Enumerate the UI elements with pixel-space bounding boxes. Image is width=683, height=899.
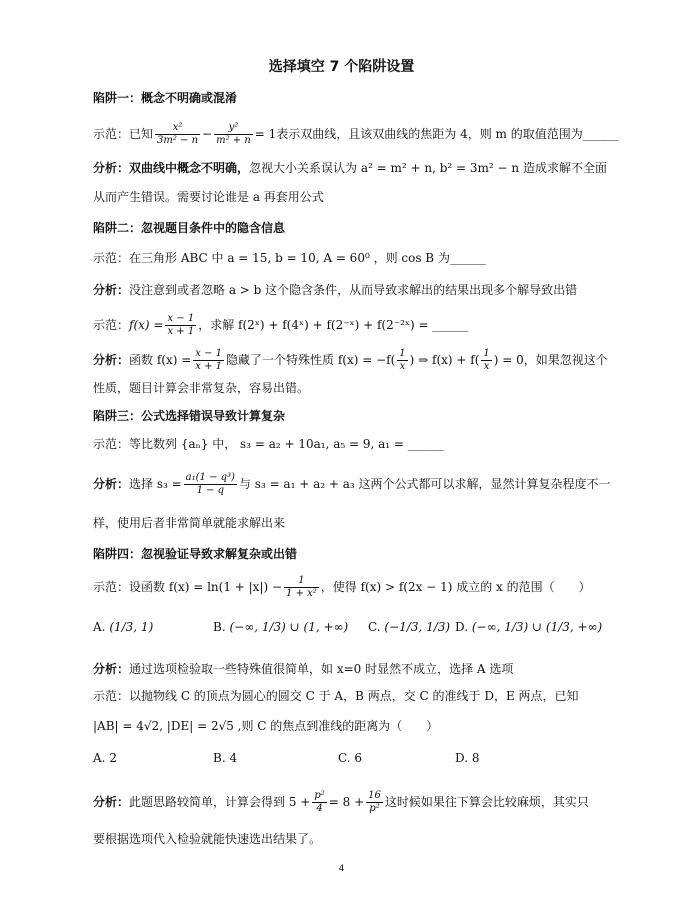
sec1-example: [93, 122, 619, 147]
sec2-analysis-1-label: 分析：: [93, 283, 130, 297]
sec2-analysis-2-frac2-den: x: [399, 361, 406, 372]
sec2-example-2-den: x + 1: [167, 326, 195, 337]
sec4-analysis-1-label: 分析：: [93, 662, 130, 676]
sec3-analysis-line2: 样，使用后者非常简单就能求解出来: [93, 516, 286, 530]
option-label: B.: [213, 620, 226, 634]
option-label: C.: [368, 620, 381, 634]
sec4-example-2-line1: 示范：以抛物线 C 的顶点为圆心的圆交 C 于 A，B 两点，交 C 的准线于 D，E 两点，已知: [93, 689, 579, 703]
sec2-example-2-lead: 示范：: [93, 318, 130, 332]
sec4-analysis-2-mid: = 8 +: [328, 795, 365, 809]
sec1-frac2-den: m² + n: [216, 135, 251, 146]
option-label: B.: [213, 751, 226, 765]
sec3-analysis-tail: 与 s₃ = a₁ + a₂ + a₃ 这两个公式都可以求解，显然计算复杂程度不一: [238, 477, 611, 491]
sec2-example-2-num: x − 1: [167, 313, 195, 324]
sec1-frac2-num: y²: [214, 122, 253, 135]
sec2-analysis-1: [93, 282, 577, 298]
sec2-example-2-f: f(x) =: [129, 318, 164, 332]
sec1-analysis: [93, 160, 607, 176]
sec2-example-2: [93, 313, 468, 338]
option-text: 4: [229, 751, 238, 765]
sec2-example-2-tail: ，求解 f(2ˣ) + f(4ˣ) + f(2⁻ˣ) + f(2⁻²ˣ) = ______: [198, 318, 469, 332]
sec4-analysis-2-frac2: [366, 790, 383, 815]
sec3-analysis-lead: 选择 s₃ =: [129, 477, 182, 491]
sec4-example-1-tail: ，使得 f(x) > f(2x − 1) 成立的 x 的范围（ ）: [320, 580, 591, 594]
sec1-analysis-label: 分析：: [93, 161, 130, 175]
sec1-frac2: [214, 122, 253, 147]
sec2-analysis-2-lead: 函数 f(x) =: [129, 353, 192, 367]
option-b-1: [213, 620, 348, 634]
option-label: C.: [338, 751, 351, 765]
option-label: D.: [455, 620, 469, 634]
sec2-analysis-1-text: 没注意到或者忽略 a > b 这个隐含条件，从而导致求解出的结果出现多个解导致出错: [129, 283, 578, 297]
option-text: (−1/3, 1/3): [384, 620, 451, 634]
option-a-1: [93, 620, 153, 634]
sec3-analysis-frac: [184, 472, 237, 497]
page-number: 4: [338, 864, 345, 874]
sec1-example-tail: 表示双曲线，且该双曲线的焦距为 4，则 m 的取值范围为______: [276, 127, 619, 141]
section-heading-2: 陷阱二：忽视题目条件中的隐含信息: [93, 221, 286, 235]
sec3-example: 示范：等比数列 {aₙ} 中， s₃ = a₂ + 10a₁, a₅ = 9, a₁ = ______: [93, 437, 444, 451]
option-label: D.: [455, 751, 469, 765]
sec2-analysis-2-frac3: [481, 348, 491, 373]
sec2-analysis-2-frac2: [397, 348, 407, 373]
sec4-analysis-2-label: 分析：: [93, 795, 130, 809]
sec4-analysis-2-tail: 这时候如果往下算会比较麻烦，其实只: [384, 795, 589, 809]
option-label: A.: [93, 751, 106, 765]
sec1-analysis-text: 忽视大小关系误认为 a² = m² + n, b² = 3m² − n 造成求解不全面: [249, 161, 607, 175]
option-b-2: [213, 751, 237, 765]
option-text: 2: [109, 751, 117, 765]
option-d-2: [455, 751, 479, 765]
option-c-1: [368, 620, 450, 634]
sec3-analysis: [93, 472, 611, 497]
section-heading-3: 陷阱三：公式选择错误导致计算复杂: [93, 409, 286, 423]
sec2-analysis-2-den: x + 1: [195, 361, 223, 372]
sec2-analysis-2: [93, 348, 608, 373]
option-text: (−∞, 1/3) ∪ (1, +∞): [229, 620, 349, 634]
sec1-frac1-den: 3m² − n: [157, 135, 199, 146]
sec4-analysis-2-den1: 4: [316, 803, 323, 814]
sec2-analysis-2-mid: 隐藏了一个特殊性质 f(x) = −f(: [226, 353, 396, 367]
sec4-analysis-1-text: 通过选项检验取一些特殊值很简单，如 x=0 时显然不成立，选择 A 选项: [129, 662, 514, 676]
section-heading-4: 陷阱四：忽视验证导致求解复杂或出错: [93, 547, 298, 561]
sec2-analysis-2-frac: [193, 348, 224, 373]
sec2-analysis-2-num: x − 1: [195, 348, 223, 359]
option-c-2: [338, 751, 362, 765]
option-text: 8: [471, 751, 480, 765]
sec2-analysis-2-mid3: ) = 0，如果忽视这个: [493, 353, 608, 367]
sec4-example-1-den: 1 + x²: [286, 588, 317, 599]
sec2-analysis-2-line2: 性质，题目计算会非常复杂，容易出错。: [93, 381, 310, 395]
sec4-analysis-2: [93, 790, 589, 815]
option-d-1: [455, 620, 602, 634]
sec1-frac1: [155, 122, 200, 147]
sec1-minus: −: [202, 127, 213, 141]
sec3-analysis-num: a₁(1 − q³): [185, 472, 235, 483]
sec2-analysis-2-frac2-num: 1: [399, 348, 406, 359]
sec1-analysis-line2: 从而产生错误。需要讨论谁是 a 再套用公式: [93, 190, 324, 204]
sec1-example-lead: 示范：已知: [93, 127, 154, 141]
sec2-analysis-2-mid2: ) ⇒ f(x) + f(: [409, 353, 480, 367]
sec2-analysis-2-label: 分析：: [93, 353, 130, 367]
sec4-analysis-1: [93, 661, 513, 677]
sec4-example-2-line2: |AB| = 4√2, |DE| = 2√5 ,则 C 的焦点到准线的距离为（ ）: [93, 719, 439, 733]
page-title: 选择填空 7 个陷阱设置: [268, 59, 415, 75]
sec4-example-1: [93, 575, 591, 600]
option-a-2: [93, 751, 117, 765]
sec4-analysis-2-num2: 16: [368, 790, 381, 801]
sec4-analysis-2-den2: p²: [369, 803, 380, 814]
sec2-analysis-2-frac3-den: x: [483, 361, 490, 372]
sec2-analysis-2-frac3-num: 1: [483, 348, 490, 359]
sec4-analysis-2-lead: 此题思路较简单，计算会得到 5 +: [129, 795, 311, 809]
sec1-eq: = 1: [254, 127, 277, 141]
option-text: (1/3, 1): [109, 620, 154, 634]
option-text: 6: [354, 751, 363, 765]
sec4-analysis-2-num1: p²: [314, 790, 325, 801]
sec4-analysis-2-line2: 要根据选项代入检验就能快速选出结果了。: [93, 832, 322, 846]
sec4-analysis-2-frac1: [312, 790, 326, 815]
sec1-frac1-num: x²: [155, 122, 200, 135]
option-label: A.: [93, 620, 106, 634]
section-heading-1: 陷阱一：概念不明确或混淆: [93, 91, 238, 105]
sec1-analysis-bold: 双曲线中概念不明确，: [129, 161, 250, 175]
sec3-analysis-label: 分析：: [93, 477, 130, 491]
sec2-example-1: 示范：在三角形 ABC 中 a = 15, b = 10, A = 60⁰ ，则 cos B 为______: [93, 251, 486, 265]
option-text: (−∞, 1/3) ∪ (1/3, +∞): [471, 620, 603, 634]
sec4-example-1-lead: 示范：设函数 f(x) = ln(1 + |x|) −: [93, 580, 283, 594]
sec4-example-1-frac: [284, 575, 319, 600]
sec4-example-1-num: 1: [284, 575, 319, 588]
sec2-example-2-frac: [165, 313, 196, 338]
sec3-analysis-den: 1 − q: [196, 485, 225, 496]
